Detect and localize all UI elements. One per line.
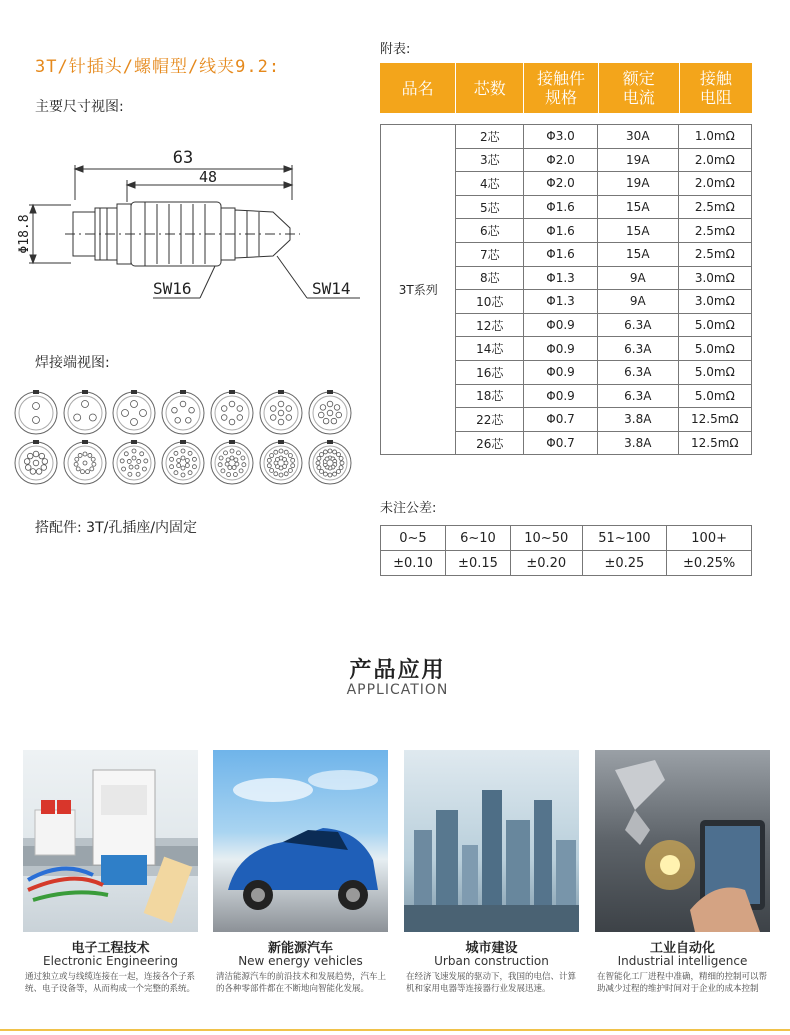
bottom-divider bbox=[0, 1029, 790, 1031]
table-cell: 15A bbox=[597, 195, 678, 219]
table-cell: 4芯 bbox=[456, 172, 524, 196]
table-cell: 2芯 bbox=[456, 125, 524, 149]
tolerance-cell: 100+ bbox=[667, 526, 752, 551]
main-view-label: 主要尺寸视图: bbox=[35, 99, 124, 115]
tolerance-label: 未注公差: bbox=[380, 501, 437, 516]
card-city-en: Urban construction bbox=[434, 954, 549, 968]
card-electronic-desc: 通过独立或与线缆连接在一起，连接各个子系统、电子设备等，从而构成一个完整的系统。 bbox=[25, 972, 196, 994]
series-cell: 3T系列 bbox=[381, 125, 456, 455]
table-cell: 2.5mΩ bbox=[678, 242, 751, 266]
table-cell: 9A bbox=[597, 290, 678, 314]
card-city-desc: 在经济飞速发展的驱动下，我国的电信、计算机和家用电器等连接器行业发展迅速。 bbox=[406, 972, 577, 994]
table-cell: Φ0.9 bbox=[524, 360, 598, 384]
header-contact-resistance: 接触 电阻 bbox=[679, 63, 752, 113]
dim-wrench-1: SW16 bbox=[153, 279, 192, 298]
tolerance-cell: 6~10 bbox=[445, 526, 510, 551]
table-cell: Φ0.9 bbox=[524, 384, 598, 408]
weld-view-22-pin bbox=[260, 440, 302, 484]
tolerance-table bbox=[380, 525, 752, 576]
table-row bbox=[381, 125, 752, 149]
table-cell: 5.0mΩ bbox=[678, 337, 751, 361]
weld-view-7-pin bbox=[260, 390, 302, 434]
table-cell: 6.3A bbox=[597, 384, 678, 408]
dimension-drawing bbox=[15, 140, 375, 310]
tolerance-cell: ±0.15 bbox=[445, 551, 510, 576]
table-cell: Φ1.6 bbox=[524, 195, 598, 219]
tolerance-range-row bbox=[381, 526, 752, 551]
table-cell: 3.8A bbox=[597, 408, 678, 432]
table-cell: 5.0mΩ bbox=[678, 360, 751, 384]
table-cell: 14芯 bbox=[456, 337, 524, 361]
table-cell: 15A bbox=[597, 219, 678, 243]
dim-overall: 63 bbox=[172, 148, 194, 168]
weld-view-4-pin bbox=[113, 390, 155, 434]
weld-view-3-pin bbox=[64, 390, 106, 434]
header-rated-current: 额定 电流 bbox=[598, 63, 679, 113]
tolerance-cell: ±0.25% bbox=[667, 551, 752, 576]
table-cell: Φ0.9 bbox=[524, 313, 598, 337]
dim-body: 48 bbox=[198, 168, 218, 186]
weld-end-views bbox=[10, 385, 360, 495]
weld-view-label: 焊接端视图: bbox=[35, 355, 110, 371]
table-cell: 19A bbox=[597, 148, 678, 172]
table-cell: Φ3.0 bbox=[524, 125, 598, 149]
weld-view-6-pin bbox=[211, 390, 253, 434]
card-industrial-desc: 在智能化工厂进程中准确，精细的控制可以帮助减少过程的维护时间对于企业的成本控制 bbox=[597, 972, 768, 994]
table-cell: 12.5mΩ bbox=[678, 431, 751, 455]
table-cell: 5.0mΩ bbox=[678, 313, 751, 337]
header-core-count: 芯数 bbox=[456, 63, 524, 113]
table-cell: Φ1.3 bbox=[524, 290, 598, 314]
table-cell: 6芯 bbox=[456, 219, 524, 243]
table-cell: 12.5mΩ bbox=[678, 408, 751, 432]
weld-view-26-pin bbox=[309, 440, 351, 484]
weld-view-18-pin bbox=[211, 440, 253, 484]
header-product-name: 品名 bbox=[380, 63, 456, 113]
tolerance-cell: 10~50 bbox=[510, 526, 582, 551]
card-electronic-en: Electronic Engineering bbox=[43, 954, 178, 968]
table-cell: Φ2.0 bbox=[524, 172, 598, 196]
card-electronic-image bbox=[23, 750, 198, 932]
tolerance-cell: 0~5 bbox=[381, 526, 446, 551]
weld-view-14-pin bbox=[113, 440, 155, 484]
table-cell: 7芯 bbox=[456, 242, 524, 266]
table-cell: 6.3A bbox=[597, 360, 678, 384]
table-cell: 19A bbox=[597, 172, 678, 196]
card-electronic-cn: 电子工程技术 bbox=[71, 941, 150, 956]
tolerance-cell: ±0.10 bbox=[381, 551, 446, 576]
application-subtitle: APPLICATION bbox=[346, 682, 449, 698]
table-cell: 3.0mΩ bbox=[678, 266, 751, 290]
table-cell: 6.3A bbox=[597, 337, 678, 361]
card-city-image bbox=[404, 750, 579, 932]
card-vehicle-desc: 清洁能源汽车的前沿技术和发展趋势，汽车上的各种零部件都在不断地向智能化发展。 bbox=[216, 972, 387, 994]
card-city-cn: 城市建设 bbox=[465, 941, 518, 956]
table-cell: 15A bbox=[597, 242, 678, 266]
weld-view-5-pin bbox=[162, 390, 204, 434]
table-cell: Φ1.6 bbox=[524, 219, 598, 243]
table-cell: 10芯 bbox=[456, 290, 524, 314]
table-cell: Φ2.0 bbox=[524, 148, 598, 172]
table-cell: 12芯 bbox=[456, 313, 524, 337]
product-title: 3T/针插头/螺帽型/线夹9.2: bbox=[35, 57, 281, 77]
card-vehicle-image bbox=[213, 750, 388, 932]
table-cell: Φ0.7 bbox=[524, 431, 598, 455]
table-cell: Φ1.6 bbox=[524, 242, 598, 266]
weld-view-8-pin bbox=[309, 390, 351, 434]
table-cell: 1.0mΩ bbox=[678, 125, 751, 149]
tolerance-value-row bbox=[381, 551, 752, 576]
table-cell: Φ0.9 bbox=[524, 337, 598, 361]
weld-view-10-pin bbox=[15, 440, 57, 484]
dim-diameter: Φ18.8 bbox=[17, 214, 32, 254]
dim-wrench-2: SW14 bbox=[312, 279, 351, 298]
table-cell: Φ0.7 bbox=[524, 408, 598, 432]
weld-view-12-pin bbox=[64, 440, 106, 484]
table-cell: 18芯 bbox=[456, 384, 524, 408]
table-cell: 16芯 bbox=[456, 360, 524, 384]
table-cell: 3芯 bbox=[456, 148, 524, 172]
tolerance-cell: ±0.20 bbox=[510, 551, 582, 576]
card-industrial-en: Industrial intelligence bbox=[617, 954, 748, 968]
card-industrial-cn: 工业自动化 bbox=[649, 941, 715, 956]
card-industrial-image bbox=[595, 750, 770, 932]
application-title: 产品应用 bbox=[349, 658, 446, 683]
accessory-label: 搭配件: 3T/孔插座/内固定 bbox=[35, 520, 198, 536]
card-vehicle-cn: 新能源汽车 bbox=[267, 941, 333, 956]
spec-table bbox=[380, 124, 752, 455]
table-cell: 9A bbox=[597, 266, 678, 290]
table-cell: 2.5mΩ bbox=[678, 195, 751, 219]
tolerance-cell: 51~100 bbox=[582, 526, 667, 551]
tolerance-cell: ±0.25 bbox=[582, 551, 667, 576]
table-cell: 22芯 bbox=[456, 408, 524, 432]
spec-table-header bbox=[380, 63, 752, 113]
table-cell: 2.0mΩ bbox=[678, 172, 751, 196]
table-cell: Φ1.3 bbox=[524, 266, 598, 290]
table-cell: 5.0mΩ bbox=[678, 384, 751, 408]
table-cell: 5芯 bbox=[456, 195, 524, 219]
table-cell: 2.0mΩ bbox=[678, 148, 751, 172]
table-cell: 2.5mΩ bbox=[678, 219, 751, 243]
weld-view-16-pin bbox=[162, 440, 204, 484]
weld-view-2-pin bbox=[15, 390, 57, 434]
table-cell: 3.0mΩ bbox=[678, 290, 751, 314]
appendix-label: 附表: bbox=[380, 42, 411, 57]
table-cell: 26芯 bbox=[456, 431, 524, 455]
header-contact-spec: 接触件 规格 bbox=[524, 63, 598, 113]
table-cell: 8芯 bbox=[456, 266, 524, 290]
table-cell: 6.3A bbox=[597, 313, 678, 337]
table-cell: 30A bbox=[597, 125, 678, 149]
table-cell: 3.8A bbox=[597, 431, 678, 455]
card-vehicle-en: New energy vehicles bbox=[238, 954, 363, 968]
